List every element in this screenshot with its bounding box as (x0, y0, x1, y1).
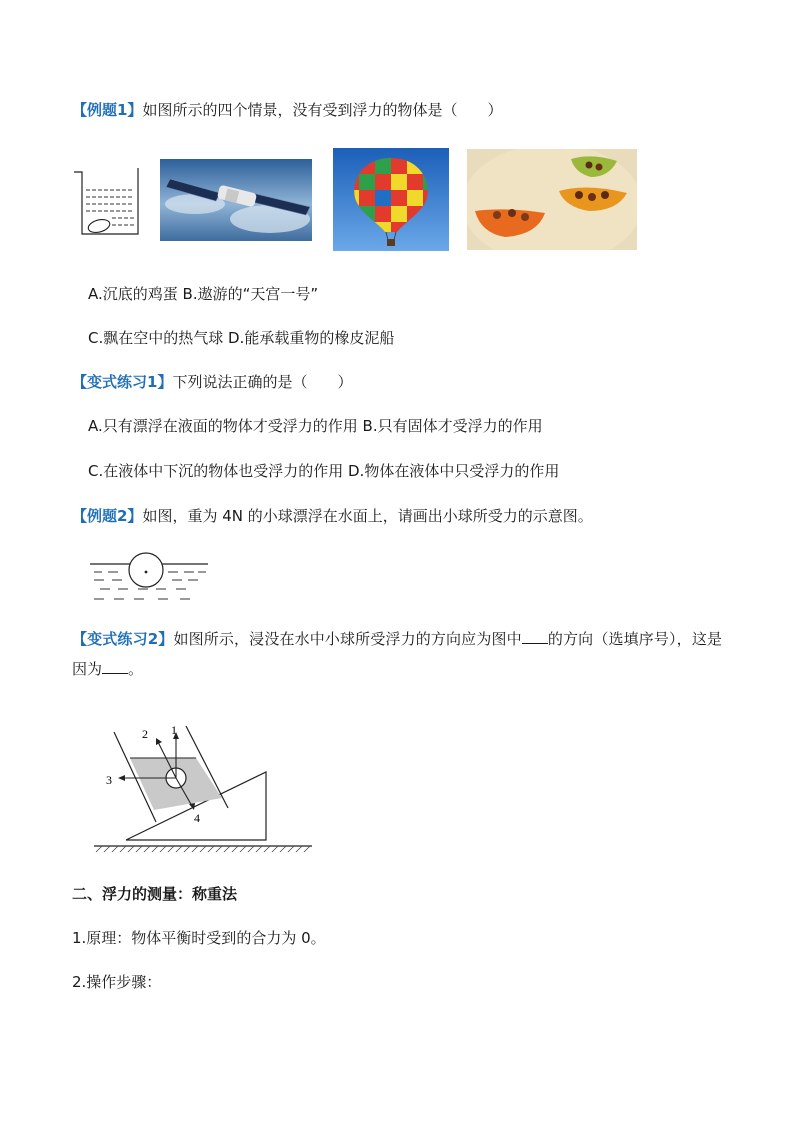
incline-ball-figure (92, 718, 316, 860)
hot-air-balloon-photo (333, 148, 449, 251)
variation1-options-ab: A.只有漂浮在液面的物体才受浮力的作用 B.只有固体才受浮力的作用 (88, 417, 543, 435)
example1-tag: 【例题1】 (72, 101, 143, 119)
variation1-text: 下列说法正确的是（ ） (172, 373, 353, 391)
variation2-tag: 【变式练习2】 (72, 630, 174, 648)
variation2-text-a: 如图所示，浸没在水中小球所受浮力的方向应为图中 (173, 630, 522, 648)
answer-blank-1[interactable] (522, 629, 548, 644)
variation1-options-cd: C.在液体中下沉的物体也受浮力的作用 D.物体在液体中只受浮力的作用 (88, 462, 560, 480)
section2-principle: 1.原理：物体平衡时受到的合力为 0。 (72, 929, 326, 947)
space-station-photo (160, 159, 312, 241)
arrow-label-2: 2 (142, 727, 148, 741)
example2-question (72, 506, 593, 526)
example2-tag: 【例题2】 (72, 507, 143, 525)
section2-title: 二、浮力的测量：称重法 (72, 885, 238, 903)
floating-ball-figure (88, 544, 212, 608)
arrow-label-4: 4 (194, 811, 200, 825)
example1-text: 如图所示的四个情景，没有受到浮力的物体是（ ） (142, 101, 503, 119)
variation2-text-b: 的方向（选填序号），这是因为 (72, 630, 722, 678)
example1-options-ab: A.沉底的鸡蛋 B.遨游的“天宫一号” (88, 285, 319, 303)
arrow-label-1: 1 (171, 723, 177, 737)
example1-question (72, 100, 502, 120)
arrow-label-3: 3 (106, 773, 112, 787)
variation2-question (72, 624, 722, 684)
clay-boat-photo (467, 149, 637, 250)
variation1-tag: 【变式练习1】 (72, 373, 173, 391)
example1-options-cd: C.飘在空中的热气球 D.能承载重物的橡皮泥船 (88, 329, 395, 347)
variation2-text-c: 。 (128, 660, 144, 678)
beaker-egg-figure (72, 160, 144, 238)
variation1-question (72, 372, 352, 392)
answer-blank-2[interactable] (102, 659, 128, 674)
section2-steps: 2.操作步骤： (72, 973, 162, 991)
example2-text: 如图，重为 4N 的小球漂浮在水面上，请画出小球所受力的示意图。 (142, 507, 593, 525)
